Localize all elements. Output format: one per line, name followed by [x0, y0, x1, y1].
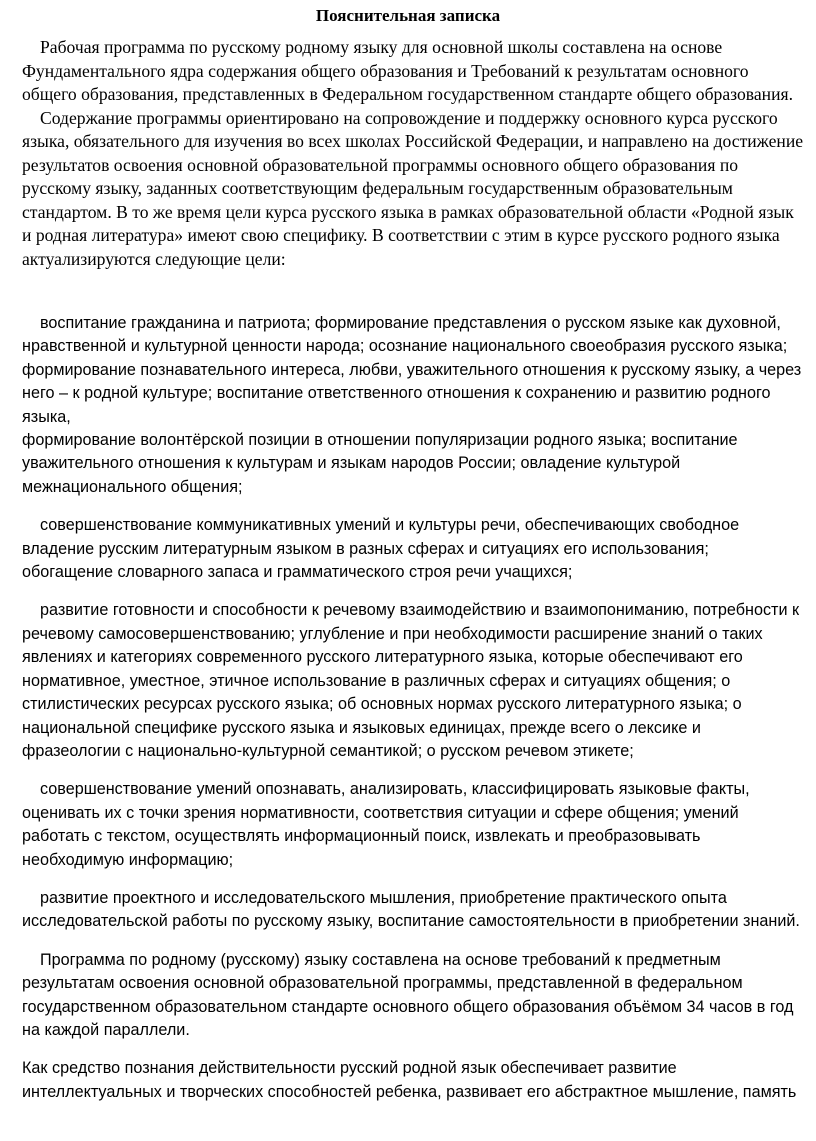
goal-4-text: совершенствование умений опознавать, анализировать, классифицировать языковые факты, оценивать их с точки зрения нормативности, соответствия ситуации и сфере общения; умений работать с текстом, осуществлять информационный поиск, извлекать и преобразовывать необходимую информацию; [22, 780, 750, 869]
closing-paragraph: Как средство познания действительности русский родной язык обеспечивает развитие интеллектуальных и творческих способностей ребенка, развивает его абстрактное мышление, память [22, 1059, 797, 1101]
document-title: Пояснительная записка [315, 6, 501, 25]
goal-1-continuation: формирование волонтёрской позиции в отношении популяризации родного языка; воспитание уважительного отношения к культурам и языкам народов России; овладение культурой межнационального общения; [22, 431, 738, 496]
goal-block-5 [22, 887, 804, 934]
goal-block-2 [22, 514, 804, 584]
goal-5-text: развитие проектного и исследовательского мышления, приобретение практического опыта исследовательской работы по русскому языку, воспитание самостоятельности в приобретении знаний. [22, 888, 800, 931]
intro-paragraph-2: Содержание программы ориентировано на сопровождение и поддержку основного курса русского языка, обязательного для изучения во всех школах Российской Федерации, и направлено на достижение результатов освоения основной образовательной программы основного общего образования по русскому языку, заданных соответствующим федеральным государственным образовательным стандартом. В то же время цели курса русского языка в рамках образовательной области «Родной язык и родная литература» имеют свою специфику. В соответствии с этим в курсе русского родного языка актуализируются следующие цели: [22, 107, 804, 269]
goal-1-text: воспитание гражданина и патриота; формирование представления о русском языке как духовной, нравственной и культурной ценности народа; осознание национального своеобразия русского языка; формирование познавательного интереса, любви, уважительного отношения к русскому языку, а через него – к родной культуре; воспитание ответственного отношения к сохранению и развитию родного языка, [22, 314, 802, 426]
intro-paragraph-1: Рабочая программа по русскому родному языку для основной школы составлена на основе Фундаментального ядра содержания общего образования и Требований к результатам основного общего образования, представленных в Федеральном государственном стандарте общего образования. [22, 37, 793, 104]
goal-2-text: совершенствование коммуникативных умений и культуры речи, обеспечивающих свободное владение русским литературным языком в разных сферах и ситуациях его использования; обогащение словарного запаса и грамматического строя речи учащихся; [22, 516, 740, 582]
goal-3-text: развитие готовности и способности к речевому взаимодействию и взаимопониманию, потребности к речевому самосовершенствованию; углубление и при необходимости расширение знаний о таких явлениях и категориях современного русского литературного языка, которые обеспечивают его нормативное, уместное, этичное использование в различных сферах и ситуациях общения; о стилистических ресурсах русского языка; об основных нормах русского литературного языка; о национальной специфике русского языка и языковых единицах, прежде всего о лексике и фразеологии с национально-культурной семантикой; о русском речевом этикете; [22, 601, 800, 760]
goal-block-4 [22, 778, 804, 872]
goals-section [22, 312, 804, 1104]
intro-section [22, 36, 804, 271]
goal-block-3 [22, 599, 804, 763]
program-hours-text: Программа по родному (русскому) языку составлена на основе требований к предметным результатам освоения основной образовательной программы, представленной в федеральном государственном образовательном стандарте основного общего образования объёмом 34 часов в год на каждой параллели. [22, 950, 794, 1039]
program-hours-block [22, 949, 804, 1043]
goal-block-1 [22, 312, 804, 499]
